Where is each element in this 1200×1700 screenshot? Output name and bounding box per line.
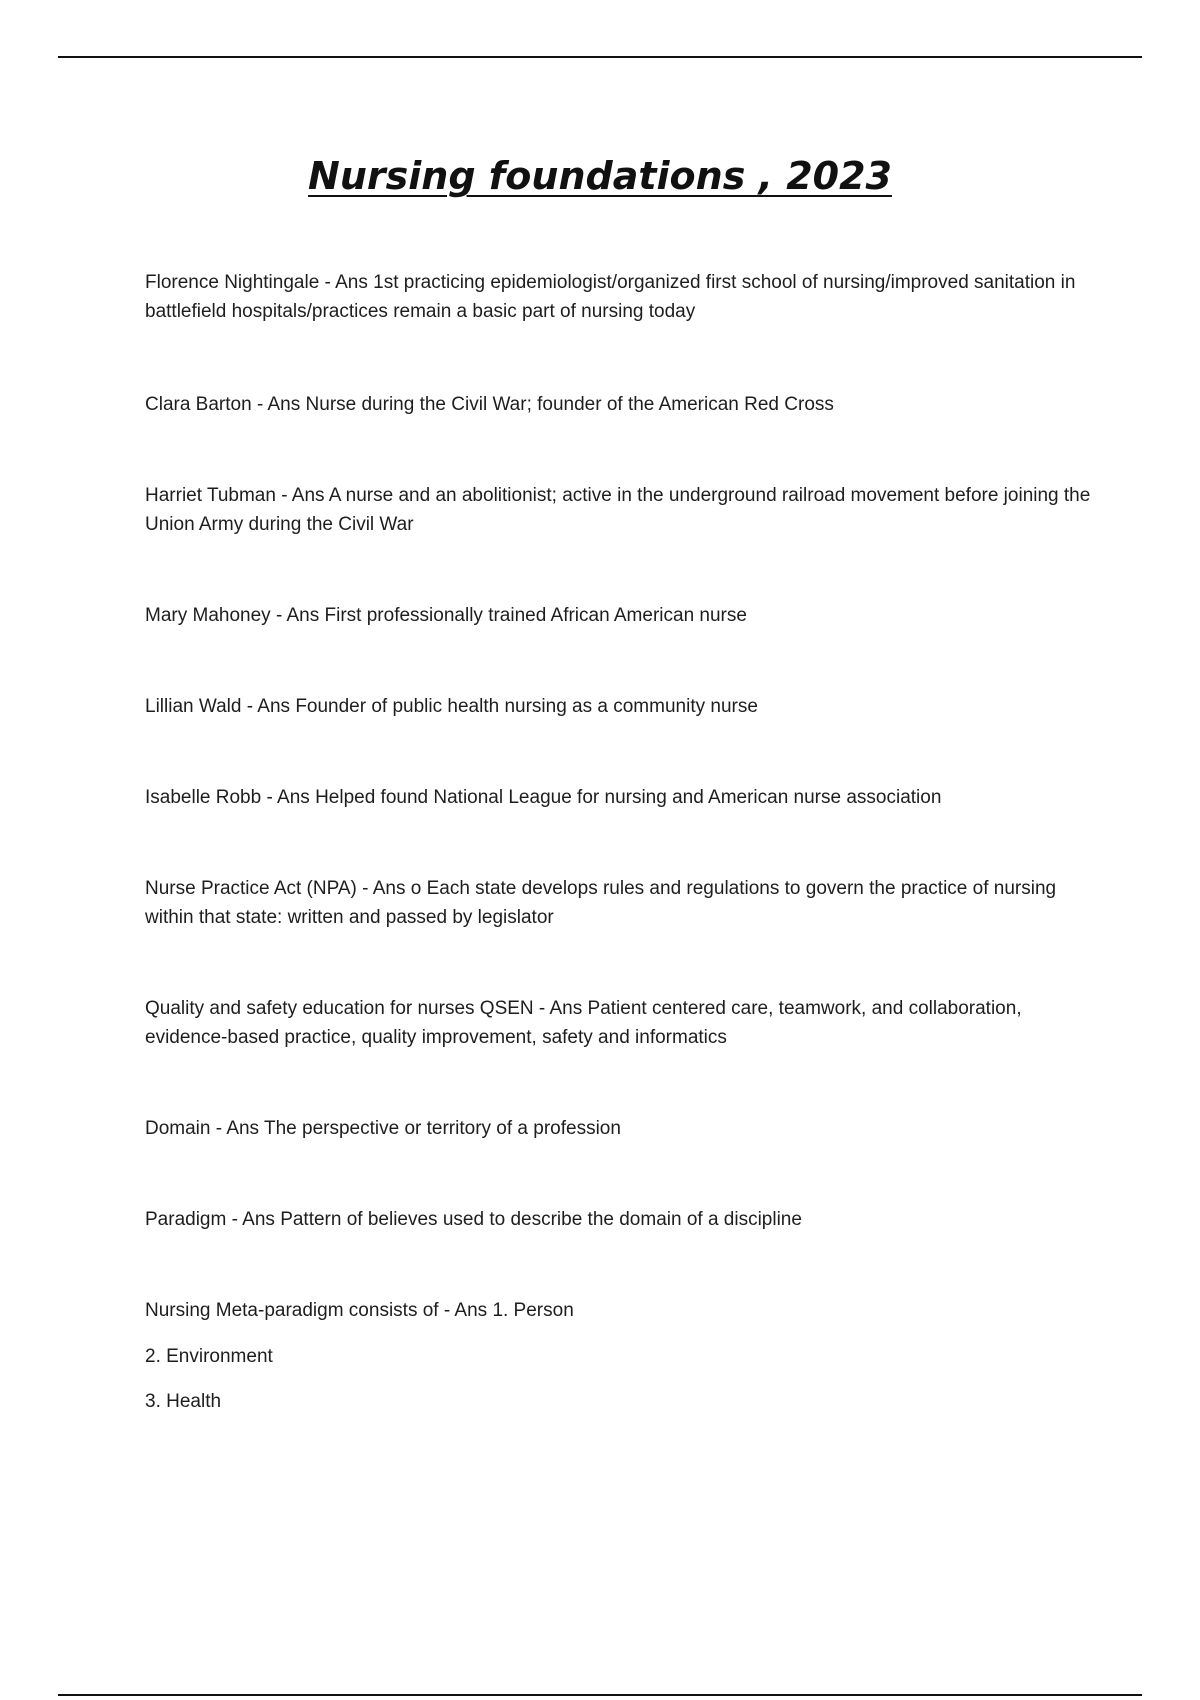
entry-meta-paradigm [145, 1296, 1095, 1325]
entry-term: Harriet Tubman [145, 485, 276, 506]
entry-separator: - Ans [261, 787, 316, 808]
entry-answer: Founder of public health nursing as a community nurse [295, 696, 758, 717]
entry-answer: 1st practicing epidemiologist/organized first school of nursing/improved sanitation in battlefield hospitals/practices remain a basic part of nursing today [145, 272, 1076, 322]
entry-answer: Helped found National League for nursing and American nurse association [315, 787, 942, 808]
entry-term: Domain [145, 1118, 211, 1139]
entry-answer: First professionally trained African American nurse [324, 605, 747, 626]
bottom-rule [58, 1694, 1142, 1696]
meta-paradigm-item-health: 3. Health [145, 1391, 222, 1412]
entry-answer: The perspective or territory of a profession [264, 1118, 621, 1139]
entry-term: Quality and safety education for nurses QSEN [145, 998, 534, 1019]
entry-separator: - Ans [533, 998, 588, 1019]
entry-answer: 1. Person [492, 1300, 574, 1321]
entry-separator: - Ans [241, 696, 296, 717]
entry-separator: - Ans [270, 605, 325, 626]
entry-answer: Patient centered care, teamwork, and collaboration, evidence-based practice, quality improvement, safety and informatics [145, 998, 1022, 1048]
page-title: Nursing foundations , 2023 [308, 154, 892, 198]
entry-harriet-tubman [145, 481, 1095, 539]
entry-term: Isabelle Robb [145, 787, 262, 808]
entry-qsen [145, 994, 1095, 1052]
entry-separator: - Ans [210, 1118, 264, 1139]
entry-answer: Nurse during the Civil War; founder of the American Red Cross [305, 394, 834, 415]
entry-term: Clara Barton [145, 394, 252, 415]
entry-term: Paradigm [145, 1209, 227, 1230]
entry-term: Nurse Practice Act (NPA) [145, 878, 357, 899]
entry-answer: Pattern of believes used to describe the domain of a discipline [280, 1209, 802, 1230]
entry-separator: - Ans [319, 272, 374, 293]
entry-florence-nightingale [145, 268, 1095, 326]
top-rule [58, 56, 1142, 58]
entry-separator: - Ans [226, 1209, 281, 1230]
entry-answer: A nurse and an abolitionist; active in the underground railroad movement before joining the Union Army during the Civil War [145, 485, 1091, 535]
entry-term: Florence Nightingale [145, 272, 320, 293]
entry-clara-barton [145, 390, 1095, 419]
entry-separator: - Ans [275, 485, 329, 506]
entry-mary-mahoney [145, 601, 1095, 630]
entry-paradigm [145, 1205, 1095, 1234]
entry-separator: - Ans [251, 394, 306, 415]
meta-paradigm-item-environment: 2. Environment [145, 1346, 273, 1367]
entry-lillian-wald [145, 692, 1095, 721]
entry-separator: - Ans [356, 878, 411, 899]
entry-term: Nursing Meta-paradigm consists of [145, 1300, 439, 1321]
entry-term: Lillian Wald [145, 696, 242, 717]
entry-separator: - Ans [438, 1300, 493, 1321]
entry-answer: o Each state develops rules and regulations to govern the practice of nursing within that state: written and passed by legislator [145, 878, 1057, 928]
entry-term: Mary Mahoney [145, 605, 271, 626]
entry-domain [145, 1114, 1095, 1143]
entry-isabelle-robb [145, 783, 1095, 812]
entry-nurse-practice-act [145, 874, 1095, 932]
